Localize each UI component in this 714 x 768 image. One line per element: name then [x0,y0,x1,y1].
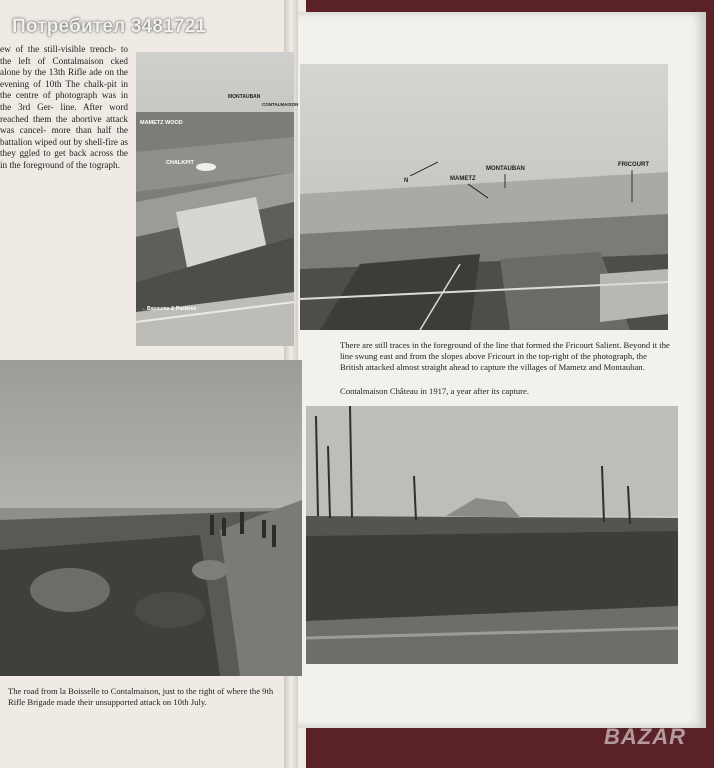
left-intro-text: ew of the still-visible trench- to the left of Contalmaison cked alone by the 13th Rifle ade on the evening of 10th The chalk-pit in the centre of photograph was in the 3rd Ger- line. After word reached them the abortive attack was cancel- more than half the battalion wiped out by shell-fire as they ggled to get back across the in the foreground of the tograph. [0,44,128,170]
left-aerial-photo [136,52,299,346]
label-montauban-left: MONTAUBAN [228,94,261,100]
left-bottom-caption: The road from la Boisselle to Contalmaison, just to the right of where the 9th Rifle Brigade made their unsupported attack on 10th July. [8,686,274,708]
label-mametz: MAMETZ [450,176,476,182]
label-fricourt: FRICOURT [618,162,649,168]
right-top-caption: There are still traces in the foreground of the line that formed the Fricourt Salient. Beyond it the line swung east and from the slopes above Fricourt in the top-right of the photograph, the British attacked almost straight ahead to capture the villages of Mametz and Montauban. [340,340,670,373]
user-watermark: Потребител 3481721 [12,16,207,37]
label-road: ←Bapaume & Pozières [142,306,197,312]
chateau-caption: Contalmaison Château in 1917, a year after its capture. [340,386,529,396]
label-north: N [404,178,409,184]
label-mametz-wood: MAMETZ WOOD [140,120,183,126]
left-road-photo [0,360,302,676]
label-chalkpit: CHALKPIT [166,160,194,166]
label-montauban-right: MONTAUBAN [486,166,525,172]
chateau-photo [306,406,678,664]
right-aerial-photo [300,64,668,330]
site-logo: BAZAR [604,724,686,749]
label-contalmaison: CONTALMAISON [262,102,299,107]
